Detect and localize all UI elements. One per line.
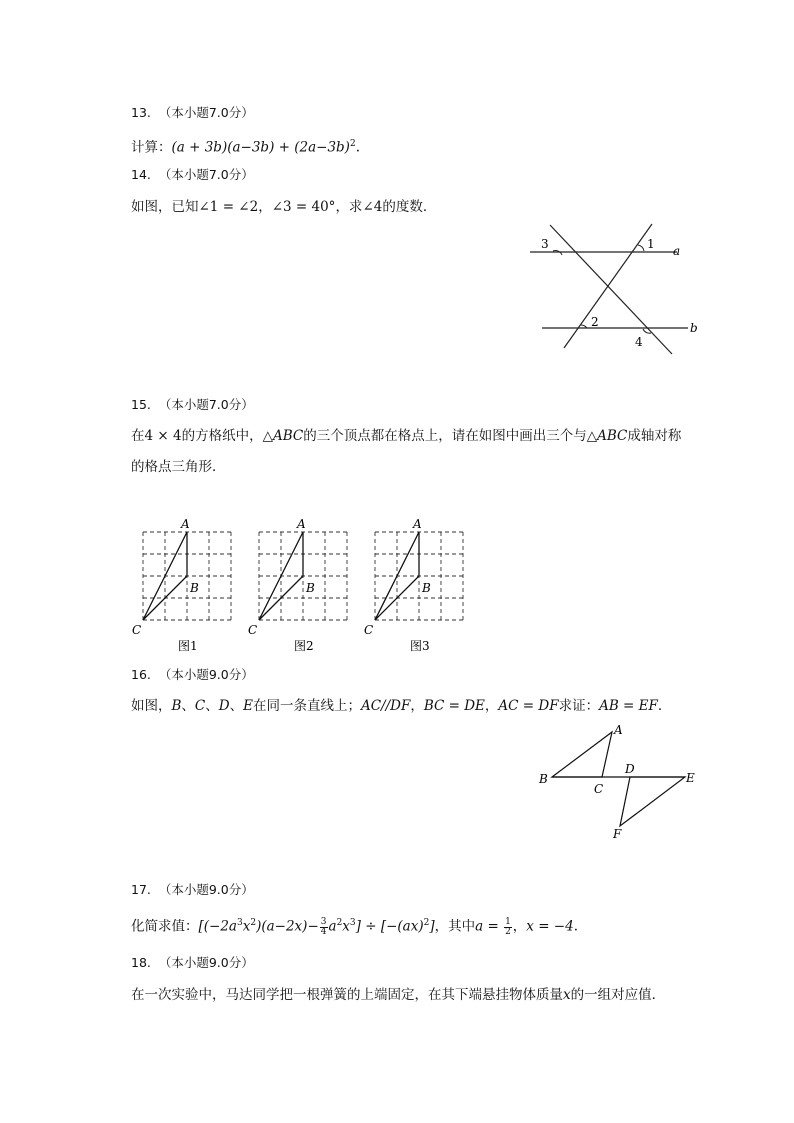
q16-label-b: B bbox=[539, 772, 548, 786]
q15-grid-1 bbox=[130, 515, 240, 660]
q15-text-b: 的方格纸中， bbox=[181, 428, 263, 444]
q14-text-a: 如图，已知 bbox=[131, 199, 199, 215]
q14-math-2: ∠3 = 40° bbox=[271, 199, 336, 215]
q17-part-9: ， bbox=[512, 918, 527, 935]
q17-part-2: x bbox=[242, 918, 251, 935]
q16-label-e: E bbox=[686, 771, 695, 785]
q17-half-fraction bbox=[504, 918, 512, 937]
q15-text-a: 在 bbox=[131, 428, 145, 444]
q14-problem bbox=[131, 198, 436, 216]
q17-prefix: 化简求值： bbox=[131, 918, 199, 935]
q16-math-parallel: AC//DF bbox=[360, 698, 411, 714]
q15-g1-label-a: A bbox=[181, 517, 190, 531]
q17-part-8: a = bbox=[475, 918, 504, 935]
q13-exponent: 2 bbox=[349, 139, 356, 149]
q17-exp-3: 2 bbox=[336, 918, 343, 928]
q17-exp-2: 2 bbox=[250, 918, 257, 928]
q16-problem bbox=[131, 697, 671, 715]
q14-header: 14. （本小题7.0分） bbox=[131, 167, 254, 182]
q17-fraction bbox=[320, 918, 328, 937]
q15-g3-label-b: B bbox=[422, 581, 431, 595]
q15-g3-label-a: A bbox=[413, 517, 422, 531]
q16-point-c: C bbox=[194, 698, 206, 714]
q16-sep-2: 、 bbox=[205, 698, 219, 714]
q16-figure bbox=[530, 720, 710, 850]
q14-angle-4: 4 bbox=[635, 335, 643, 349]
q15-header: 15. （本小题7.0分） bbox=[131, 397, 254, 412]
q18-problem bbox=[131, 986, 665, 1004]
q15-g2-label-c: C bbox=[248, 623, 258, 637]
q18-text-b: 的一组对应值． bbox=[570, 987, 666, 1003]
q14-math-3: ∠4 bbox=[362, 199, 383, 215]
q16-point-b: B bbox=[171, 698, 182, 714]
q17-problem bbox=[131, 914, 578, 937]
q15-g2-label-b: B bbox=[306, 581, 315, 595]
q14-line-a: a bbox=[673, 244, 681, 258]
q16-sep-3: 、 bbox=[229, 698, 244, 714]
q17-part-7: ] bbox=[429, 918, 435, 935]
q17-part-5: x bbox=[342, 918, 350, 935]
q13-problem bbox=[131, 135, 360, 157]
q18-var-x: x bbox=[563, 987, 571, 1003]
q16-text-a: 如图， bbox=[131, 698, 172, 714]
q16-label-d: D bbox=[625, 762, 635, 776]
q17-half-den: 2 bbox=[505, 926, 511, 937]
q16-label-f: F bbox=[613, 827, 622, 841]
q15-math-triangle-1: △ABC bbox=[262, 428, 304, 444]
q15-g1-caption: 图1 bbox=[178, 639, 198, 653]
q15-problem-line1 bbox=[131, 427, 681, 445]
q17-exp-4: 3 bbox=[349, 918, 356, 928]
q16-point-d: D bbox=[218, 698, 230, 714]
q17-exp-5: 2 bbox=[423, 918, 430, 928]
q16-label-a: A bbox=[614, 723, 623, 737]
q14-sep: ， bbox=[258, 199, 272, 215]
q15-g2-label-a: A bbox=[297, 517, 306, 531]
q16-point-e: E bbox=[243, 698, 253, 714]
q15-g3-label-c: C bbox=[364, 623, 374, 637]
q17-exp-1: 3 bbox=[236, 918, 243, 928]
q17-fraction-den: 4 bbox=[320, 926, 327, 937]
q18-header: 18. （本小题9.0分） bbox=[131, 955, 254, 970]
q14-text-c: 的度数． bbox=[382, 199, 437, 215]
q15-g1-label-c: C bbox=[132, 623, 142, 637]
q17-mid: ，其中 bbox=[434, 918, 476, 935]
q16-label-c: C bbox=[594, 782, 604, 796]
q13-header: 13. （本小题7.0分） bbox=[131, 105, 254, 120]
q17-half-num: 1 bbox=[505, 916, 511, 927]
q15-grid-2 bbox=[246, 515, 356, 660]
q17-fraction-num: 3 bbox=[320, 916, 327, 927]
q17-header: 17. （本小题9.0分） bbox=[131, 882, 254, 897]
q14-figure bbox=[520, 215, 720, 365]
q18-text-a: 在一次实验中，马达同学把一根弹簧的上端固定，在其下端悬挂物体质量 bbox=[131, 987, 563, 1003]
q13-prefix: 计算： bbox=[131, 139, 172, 156]
q15-text-d: 成轴对称 bbox=[627, 428, 682, 444]
q15-grid-3 bbox=[362, 515, 472, 660]
q16-text-b: 在同一条直线上； bbox=[252, 698, 361, 714]
q16-math-bc-de: BC = DE bbox=[423, 698, 485, 714]
q15-g2-caption: 图2 bbox=[294, 639, 314, 653]
q17-part-10: x = −4 bbox=[526, 918, 574, 935]
q15-text-c: 的三个顶点都在格点上，请在如图中画出三个与 bbox=[303, 428, 587, 444]
q17-part-1: [(−2a bbox=[198, 918, 237, 935]
q15-math-triangle-2: △ABC bbox=[586, 428, 628, 444]
q17-part-3: )(a−2x)− bbox=[256, 918, 319, 935]
q15-g1-label-b: B bbox=[190, 581, 199, 595]
q14-angle-1: 1 bbox=[647, 237, 655, 251]
q16-sep-1: 、 bbox=[181, 698, 195, 714]
q14-text-b: ，求 bbox=[335, 199, 363, 215]
q17-part-6: ] ÷ [−(ax) bbox=[355, 918, 424, 935]
q15-g3-caption: 图3 bbox=[410, 639, 430, 653]
q16-text-c: ， bbox=[410, 698, 424, 714]
q13-expression: (a + 3b)(a−3b) + (2a−3b) bbox=[171, 139, 350, 156]
q13-suffix: . bbox=[355, 139, 360, 156]
q17-end: . bbox=[573, 918, 579, 935]
q14-math-1: ∠1 = ∠2 bbox=[198, 199, 259, 215]
q15-problem-line2: 的格点三角形． bbox=[131, 459, 226, 475]
q14-line-b: b bbox=[690, 321, 698, 335]
q14-angle-2: 2 bbox=[591, 315, 599, 329]
q16-header: 16. （本小题9.0分） bbox=[131, 667, 254, 682]
q16-text-f: ． bbox=[657, 698, 672, 714]
q14-angle-3: 3 bbox=[541, 237, 549, 251]
q16-math-ac-df: AC = DF bbox=[498, 698, 559, 714]
q16-math-ab-ef: AB = EF bbox=[599, 698, 658, 714]
q16-text-e: 求证： bbox=[558, 698, 600, 714]
q17-part-4: a bbox=[328, 918, 337, 935]
q16-text-d: ， bbox=[484, 698, 499, 714]
q15-math-grid: 4 × 4 bbox=[144, 428, 182, 444]
